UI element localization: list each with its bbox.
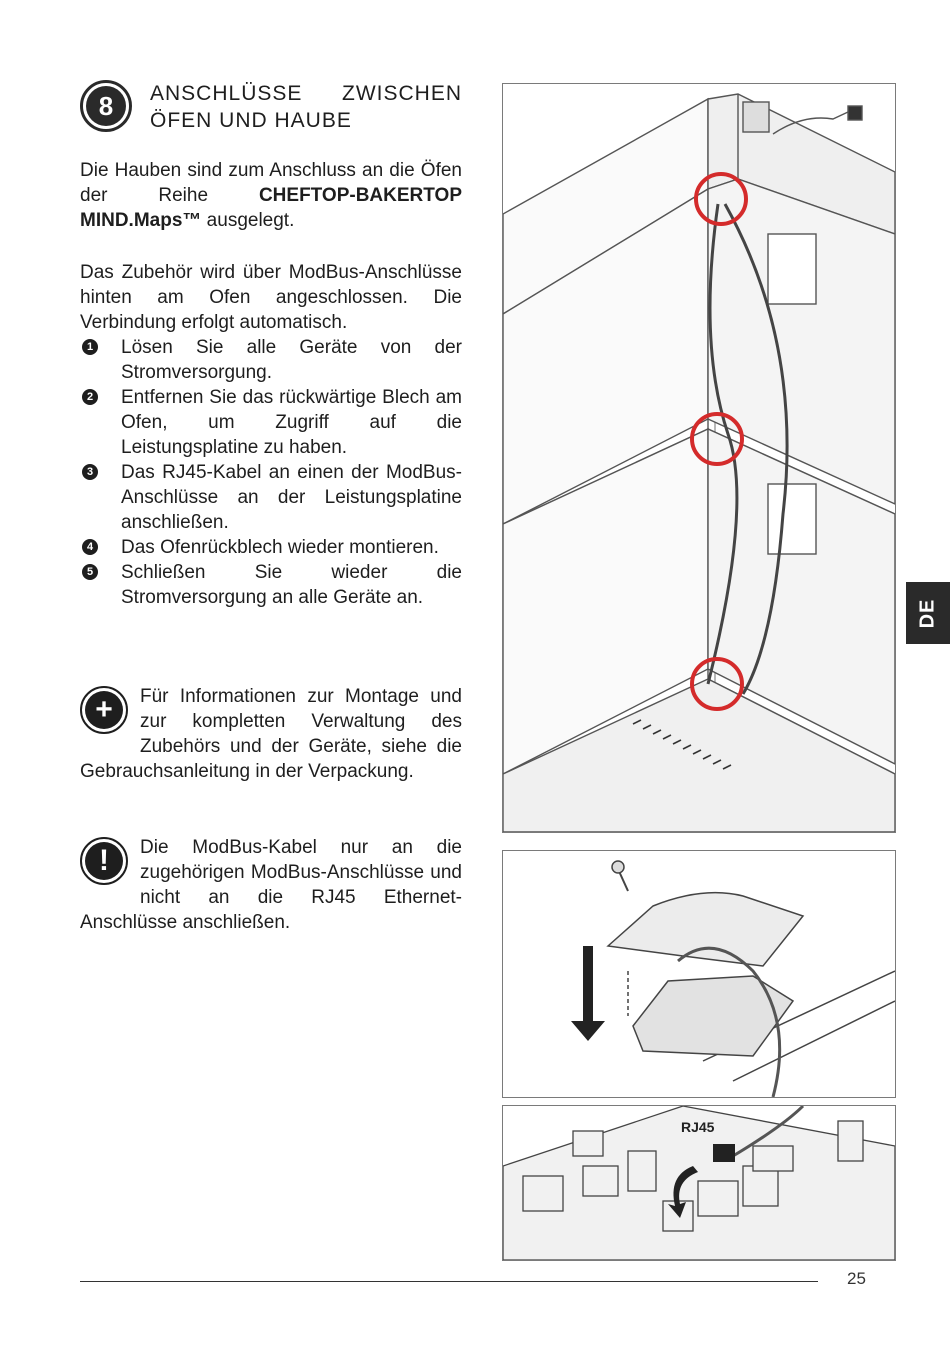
warning-note-text: Die ModBus-Kabel nur an die zugehörigen ModBus-Anschlüsse und nicht an die RJ45 Ethernet-Anschlüsse anschließen. xyxy=(80,837,462,933)
cable-cover-illustration xyxy=(502,850,896,1098)
step-number: 4 xyxy=(82,539,98,555)
step-text: Schließen Sie wieder die Stromversorgung an alle Geräte an. xyxy=(121,562,462,608)
intro-paragraph xyxy=(80,158,462,233)
language-tab xyxy=(906,582,950,644)
product-series: CHEFTOP-BAKERTOP MIND.Maps™ xyxy=(80,185,462,231)
section-heading xyxy=(80,80,465,140)
info-note xyxy=(80,684,462,784)
oven-stack-illustration xyxy=(502,83,896,833)
step-number: 3 xyxy=(82,464,98,480)
step-item xyxy=(80,560,462,610)
steps-list xyxy=(80,335,462,610)
step-number: 2 xyxy=(82,389,98,405)
exclamation-circle-icon xyxy=(80,837,128,885)
cable-cover-drawing xyxy=(503,851,895,1097)
exclamation-symbol: ! xyxy=(85,842,123,880)
step-item xyxy=(80,335,462,385)
section-number: 8 xyxy=(86,86,126,126)
modbus-paragraph: Das Zubehör wird über ModBus-Anschlüsse hinten am Ofen angeschlossen. Die Verbindung erfolgt automatisch. xyxy=(80,262,462,333)
instructions-block xyxy=(80,260,462,610)
intro-text-end: ausgelegt. xyxy=(201,210,295,231)
oven-stack-drawing xyxy=(503,84,895,832)
step-item xyxy=(80,535,462,560)
step-number: 5 xyxy=(82,564,98,580)
section-number-badge xyxy=(80,80,132,132)
step-item xyxy=(80,460,462,535)
power-board-illustration xyxy=(502,1105,896,1261)
page-number: 25 xyxy=(847,1269,866,1288)
power-board-drawing xyxy=(503,1106,895,1260)
info-note-text: Für Informationen zur Montage und zur kompletten Verwaltung des Zubehörs und der Geräte, siehe die Gebrauchsanleitung in der Verpackung. xyxy=(80,686,462,782)
step-text: Entfernen Sie das rückwärtige Blech am Ofen, um Zugriff auf die Leistungsplatine zu haben. xyxy=(121,387,462,458)
language-code: DE xyxy=(916,598,939,628)
step-text: Das RJ45-Kabel an einen der ModBus-Anschlüsse an der Leistungsplatine anschließen. xyxy=(121,462,462,533)
plus-circle-icon xyxy=(80,686,128,734)
step-text: Das Ofenrückblech wieder montieren. xyxy=(121,537,439,558)
rj45-label: RJ45 xyxy=(681,1119,715,1135)
section-title: ANSCHLÜSSE ZWISCHEN ÖFEN UND HAUBE xyxy=(150,82,462,132)
step-number: 1 xyxy=(82,339,98,355)
step-text: Lösen Sie alle Geräte von der Stromversorgung. xyxy=(121,337,462,383)
plus-symbol: + xyxy=(85,691,123,729)
footer-rule xyxy=(80,1281,818,1282)
intro-text: Die Hauben sind zum Anschluss an die Öfen der Reihe xyxy=(80,160,462,206)
step-item xyxy=(80,385,462,460)
warning-note xyxy=(80,835,462,935)
intro-block xyxy=(80,158,462,233)
